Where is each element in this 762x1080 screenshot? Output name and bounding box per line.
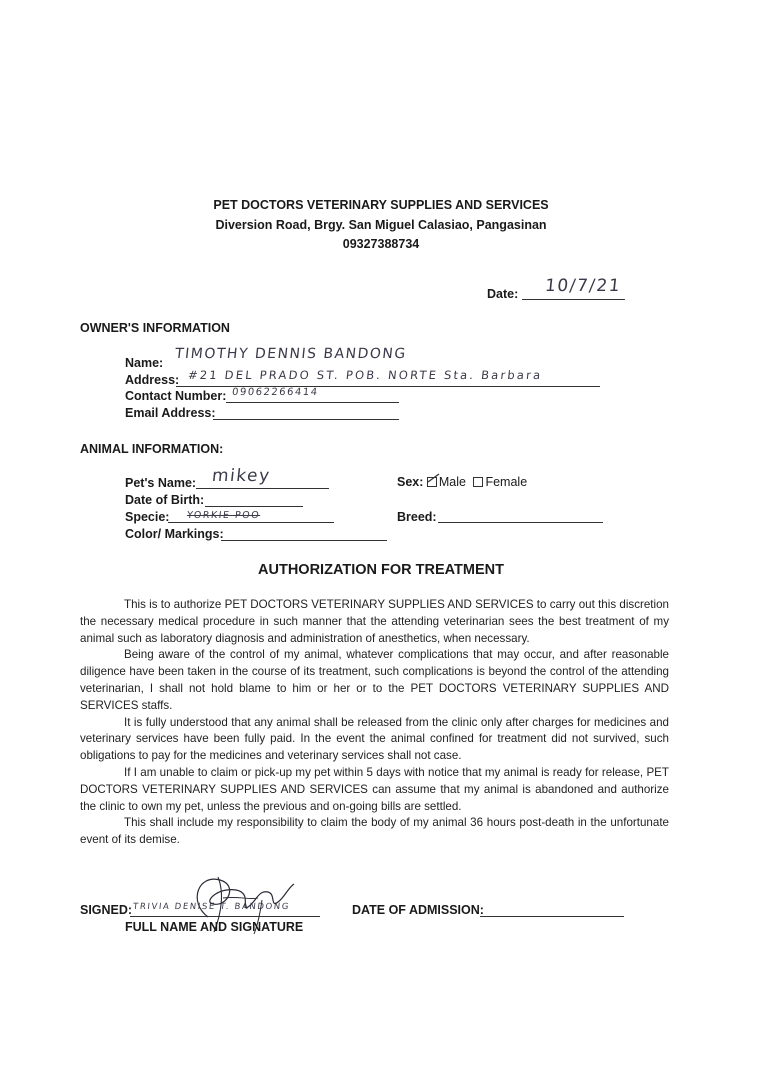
authorization-title: AUTHORIZATION FOR TREATMENT xyxy=(258,562,504,578)
clinic-header xyxy=(0,196,762,255)
sex-group xyxy=(397,475,527,489)
authorization-body xyxy=(80,597,669,849)
admission-date-field[interactable] xyxy=(480,916,624,917)
owner-contact-label: Contact Number: xyxy=(125,389,227,403)
clinic-phone: 09327388734 xyxy=(342,237,420,251)
breed-label: Breed: xyxy=(397,510,437,524)
authorization-paragraph: This shall include my responsibility to claim the body of my animal 36 hours post-death in the unfortunate event of its demise. xyxy=(80,816,669,847)
animal-heading: ANIMAL INFORMATION: xyxy=(80,442,224,456)
pet-name-field[interactable] xyxy=(196,488,329,489)
clinic-address: Diversion Road, Brgy. San Miguel Calasiao, Pangasinan xyxy=(215,217,547,232)
owner-contact-field[interactable] xyxy=(226,402,399,403)
date-field[interactable] xyxy=(522,299,625,300)
owner-name-label: Name: xyxy=(125,356,164,370)
date-value: 10/7/21 xyxy=(543,276,623,296)
signature-caption: FULL NAME AND SIGNATURE xyxy=(125,920,304,934)
sex-male-checkbox[interactable] xyxy=(427,477,437,487)
owner-email-label: Email Address: xyxy=(125,406,216,420)
color-field[interactable] xyxy=(221,540,387,541)
signed-value: TRIVIA DENISE T. BANDONG xyxy=(132,902,291,912)
authorization-paragraph: If I am unable to claim or pick-up my pet within 5 days with notice that my animal is ready for release, PET DOCTORS VETERINARY SUPPLIES AND SERVICES can assume that my animal is abandoned and authorize the clinic to own my pet, unless the previous and on-going bills are settled. xyxy=(80,765,669,813)
authorization-paragraph: It is fully understood that any animal shall be released from the clinic only after charges for medicines and veterinary services have been fully paid. In the event the animal confined for treatment did not survived, such obligations to pay for the medicines and veterinary services shall not case. xyxy=(80,715,669,763)
clinic-name: PET DOCTORS VETERINARY SUPPLIES AND SERVICES xyxy=(213,198,549,212)
sex-label: Sex: xyxy=(397,475,424,489)
specie-label: Specie: xyxy=(125,510,170,524)
owner-address-label: Address: xyxy=(125,373,180,387)
date-label: Date: xyxy=(487,287,519,301)
check-mark-icon xyxy=(427,473,441,487)
owner-email-field[interactable] xyxy=(213,419,399,420)
authorization-paragraph: This is to authorize PET DOCTORS VETERINARY SUPPLIES AND SERVICES to carry out this discretion the necessary medical procedure in such manner that the attending veterinarian sees the best treatment of my animal such as laboratory diagnosis and administration of anesthetics, when necessary. xyxy=(80,598,669,645)
pet-name-label: Pet's Name: xyxy=(125,476,197,490)
dob-field[interactable] xyxy=(205,506,303,507)
admission-date-label: DATE OF ADMISSION: xyxy=(352,903,484,917)
sex-female-label: Female xyxy=(485,475,528,489)
specie-value: YORKIE POO xyxy=(186,510,261,521)
dob-label: Date of Birth: xyxy=(125,493,205,507)
owner-address-value: #21 DEL PRADO ST. POB. NORTE Sta. Barbara xyxy=(187,368,544,382)
owner-contact-value: 09062266414 xyxy=(231,387,320,398)
breed-field[interactable] xyxy=(438,522,603,523)
owner-heading: OWNER'S INFORMATION xyxy=(80,321,230,335)
pet-name-value: mikey xyxy=(210,466,272,486)
owner-name-value: TIMOTHY DENNIS BANDONG xyxy=(174,346,408,362)
color-label: Color/ Markings: xyxy=(125,527,224,541)
authorization-paragraph: Being aware of the control of my animal, whatever complications that may occur, and after reasonable diligence have been taken in the course of its treatment, such complications is beyond the control of the attending veterinarian, I shall not hold blame to him or her or to the PET DOCTORS VETERINARY SUPPLIES AND SERVICES staffs. xyxy=(80,648,669,712)
specie-field[interactable] xyxy=(168,522,334,523)
signed-label: SIGNED: xyxy=(80,903,133,917)
sex-male-label: Male xyxy=(438,475,466,489)
sex-female-checkbox[interactable] xyxy=(473,477,483,487)
